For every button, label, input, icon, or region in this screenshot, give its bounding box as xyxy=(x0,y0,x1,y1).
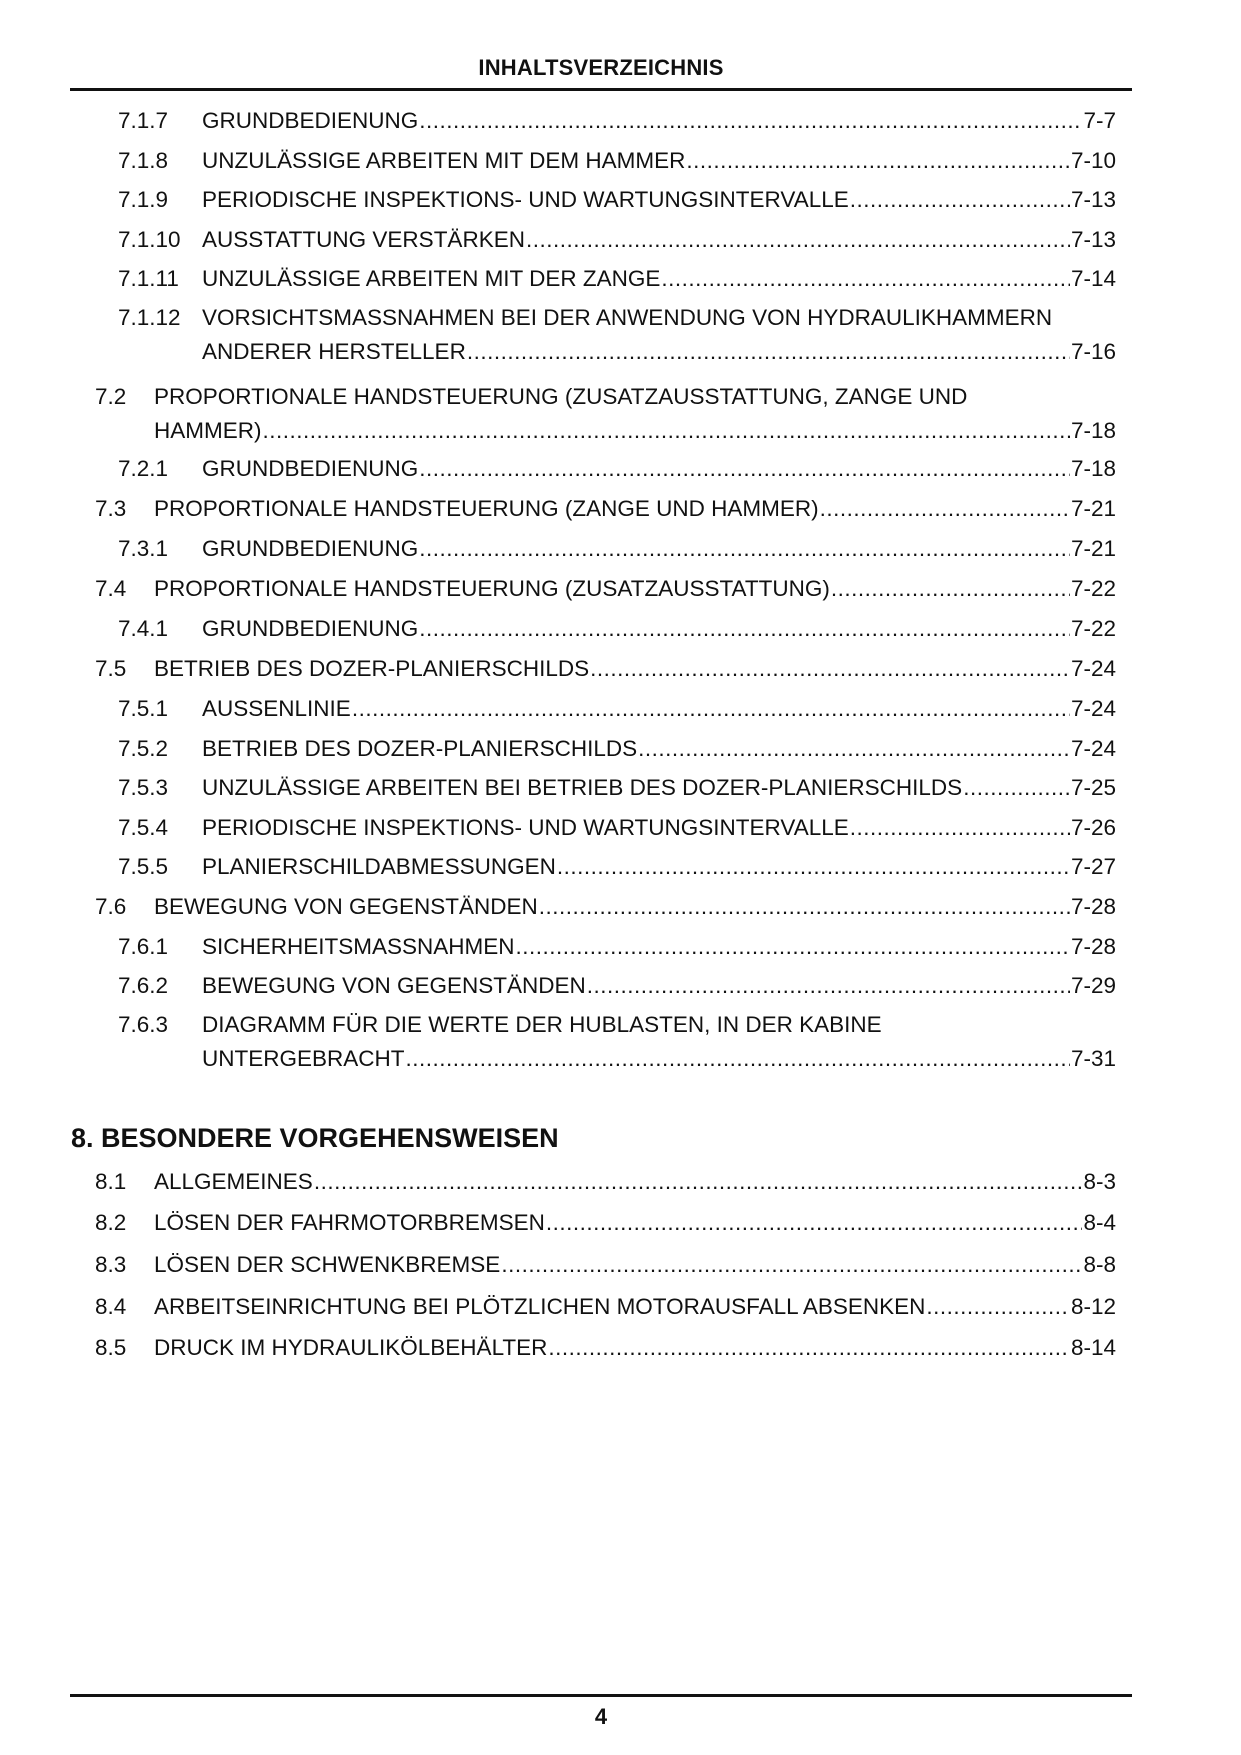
toc-entry-title-line: UNZULÄSSIGE ARBEITEN MIT DER ZANGE xyxy=(202,266,661,291)
page-number: 4 xyxy=(594,1704,608,1729)
dot-leader xyxy=(546,1206,1083,1240)
toc-entry-title-line: BEWEGUNG VON GEGENSTÄNDEN xyxy=(154,894,538,919)
toc-entry-title-line: LÖSEN DER FAHRMOTORBREMSEN xyxy=(154,1210,545,1235)
dot-leader xyxy=(587,969,1070,1003)
toc-entry-number: 7.6.2 xyxy=(118,973,169,998)
dot-leader xyxy=(419,612,1070,646)
toc-entry-number: 7.1.8 xyxy=(118,148,169,173)
toc-entry-title-line: PROPORTIONALE HANDSTEUERUNG (ZUSATZAUSSTATTUNG) xyxy=(154,576,830,601)
toc-entry-title xyxy=(202,532,1116,566)
dot-leader xyxy=(661,262,1070,296)
toc-entry-number: 8.1 xyxy=(95,1169,127,1194)
dot-leader xyxy=(419,104,1082,138)
toc-entry-title-line: GRUNDBEDIENUNG xyxy=(202,108,419,133)
toc-entry-number: 7.1.12 xyxy=(118,305,181,330)
dot-leader xyxy=(686,144,1070,178)
dot-leader xyxy=(314,1165,1083,1199)
toc-entry-page: 7-14 xyxy=(1070,266,1116,291)
toc-entry-number: 8.4 xyxy=(95,1294,127,1319)
toc-entry-title xyxy=(202,692,1116,726)
toc-entry-title-line: LÖSEN DER SCHWENKBREMSE xyxy=(154,1252,501,1277)
toc-entry-title-line: BETRIEB DES DOZER-PLANIERSCHILDS xyxy=(154,656,590,681)
toc-entry-title-line: DRUCK IM HYDRAULIKÖLBEHÄLTER xyxy=(154,1335,548,1360)
toc-entry-title-line: BETRIEB DES DOZER-PLANIERSCHILDS xyxy=(202,736,638,761)
toc-entry-page: 7-10 xyxy=(1070,148,1116,173)
toc-entry-title xyxy=(202,850,1116,884)
toc-entry-title xyxy=(154,652,1116,686)
toc-entry-page: 7-13 xyxy=(1070,227,1116,252)
dot-leader xyxy=(831,572,1070,606)
toc-entry-page: 8-14 xyxy=(1070,1335,1116,1360)
toc-entry-page: 7-24 xyxy=(1070,736,1116,761)
toc-entry-title-line: BEWEGUNG VON GEGENSTÄNDEN xyxy=(202,973,586,998)
dot-leader xyxy=(263,414,1070,448)
toc-entry-page: 7-29 xyxy=(1070,973,1116,998)
toc-entry-title-line: AUSSTATTUNG VERSTÄRKEN xyxy=(202,227,525,252)
toc-entry-page: 7-18 xyxy=(1070,456,1116,481)
toc-entry-page: 7-24 xyxy=(1070,656,1116,681)
toc-entry-number: 7.5.5 xyxy=(118,854,169,879)
toc-entry-number: 7.2.1 xyxy=(118,456,169,481)
toc-entry-number: 7.5.3 xyxy=(118,775,169,800)
dot-leader xyxy=(850,183,1070,217)
toc-entry-page: 7-18 xyxy=(1070,418,1116,443)
toc-entry-page: 7-24 xyxy=(1070,696,1116,721)
toc-entry-title xyxy=(202,301,1116,369)
toc-entry-title xyxy=(202,262,1116,296)
toc-entry-number: 7.1.10 xyxy=(118,227,181,252)
toc-entry-page: 7-22 xyxy=(1070,616,1116,641)
toc-entry-title-line: AUSSENLINIE xyxy=(202,696,351,721)
toc-entry-title xyxy=(202,930,1116,964)
toc-entry-number: 7.5.1 xyxy=(118,696,169,721)
toc-entry-title xyxy=(154,1290,1116,1324)
dot-leader xyxy=(501,1248,1082,1282)
dot-leader xyxy=(926,1290,1070,1324)
toc-entry-page: 7-13 xyxy=(1070,187,1116,212)
toc-entry-title-line: ARBEITSEINRICHTUNG BEI PLÖTZLICHEN MOTORAUSFALL ABSENKEN xyxy=(154,1294,926,1319)
toc-entry-number: 8.2 xyxy=(95,1210,127,1235)
toc-entry-number: 7.5.2 xyxy=(118,736,169,761)
toc-entry-number: 7.6.3 xyxy=(118,1012,169,1037)
toc-entry-title-line: UNZULÄSSIGE ARBEITEN MIT DEM HAMMER xyxy=(202,148,686,173)
header-title: INHALTSVERZEICHNIS xyxy=(478,55,724,80)
toc-entry-number: 7.2 xyxy=(95,384,127,409)
toc-entry-title-line: GRUNDBEDIENUNG xyxy=(202,456,419,481)
toc-entry-title-line: SICHERHEITSMASSNAHMEN xyxy=(202,934,515,959)
toc-entry-number: 7.5.4 xyxy=(118,815,169,840)
toc-entry-page: 7-16 xyxy=(1070,339,1116,364)
toc-entry-title-line: UNZULÄSSIGE ARBEITEN BEI BETRIEB DES DOZER-PLANIERSCHILDS xyxy=(202,775,963,800)
footer-rule xyxy=(70,1694,1132,1697)
toc-entry-number: 7.3.1 xyxy=(118,536,169,561)
toc-entry-page: 7-28 xyxy=(1070,894,1116,919)
toc-entry-number: 7.4.1 xyxy=(118,616,169,641)
toc-entry-page: 7-27 xyxy=(1070,854,1116,879)
toc-entry-number: 8.5 xyxy=(95,1335,127,1360)
toc-entry-page: 7-22 xyxy=(1070,576,1116,601)
toc-entry-title-line: DIAGRAMM FÜR DIE WERTE DER HUBLASTEN, IN DER KABINE xyxy=(202,1012,882,1037)
dot-leader xyxy=(590,652,1070,686)
dot-leader xyxy=(419,452,1070,486)
toc-entry-title-line: GRUNDBEDIENUNG xyxy=(202,536,419,561)
toc-entry-page: 7-7 xyxy=(1083,108,1116,133)
toc-entry-title-line: GRUNDBEDIENUNG xyxy=(202,616,419,641)
toc-entry-title xyxy=(154,890,1116,924)
toc-entry-title xyxy=(202,1008,1116,1076)
header-rule xyxy=(70,88,1132,91)
toc-entry-title-line: ANDERER HERSTELLER xyxy=(202,339,466,364)
toc-entry-title xyxy=(202,452,1116,486)
toc-entry-title xyxy=(154,380,1116,448)
toc-entry-number: 7.3 xyxy=(95,496,127,521)
toc-entry-page: 7-28 xyxy=(1070,934,1116,959)
toc-entry-title xyxy=(202,771,1116,805)
toc-entry-number: 7.1.9 xyxy=(118,187,169,212)
toc-entry-title xyxy=(154,1165,1116,1199)
toc-entry-page: 8-4 xyxy=(1083,1210,1116,1235)
toc-entry-title xyxy=(202,183,1116,217)
toc-entry-title xyxy=(154,572,1116,606)
dot-leader xyxy=(638,732,1070,766)
toc-entry-title-line: UNTERGEBRACHT xyxy=(202,1046,405,1071)
toc-entry-title xyxy=(154,1331,1116,1365)
toc-entry-page: 8-3 xyxy=(1083,1169,1116,1194)
toc-entry-title-line: PLANIERSCHILDABMESSUNGEN xyxy=(202,854,556,879)
toc-entry-number: 7.4 xyxy=(95,576,127,601)
dot-leader xyxy=(526,223,1070,257)
dot-leader xyxy=(419,532,1070,566)
toc-entry-number: 7.6.1 xyxy=(118,934,169,959)
toc-entry-title xyxy=(202,104,1116,138)
toc-entry-page: 8-8 xyxy=(1083,1252,1116,1277)
dot-leader xyxy=(820,492,1070,526)
toc-entry-number: 8.3 xyxy=(95,1252,127,1277)
dot-leader xyxy=(406,1042,1070,1076)
toc-entry-title-line: PERIODISCHE INSPEKTIONS- UND WARTUNGSINTERVALLE xyxy=(202,187,849,212)
toc-entry-number: 7.1.7 xyxy=(118,108,169,133)
dot-leader xyxy=(850,811,1070,845)
toc-entry-page: 7-26 xyxy=(1070,815,1116,840)
toc-entry-title xyxy=(154,492,1116,526)
dot-leader xyxy=(467,335,1070,369)
toc-entry-title-line: ALLGEMEINES xyxy=(154,1169,313,1194)
toc-entry-title xyxy=(202,969,1116,1003)
toc-entry-title xyxy=(154,1248,1116,1282)
chapter-heading: 8. BESONDERE VORGEHENSWEISEN xyxy=(71,1123,559,1153)
toc-entry-title xyxy=(202,732,1116,766)
toc-entry-page: 7-21 xyxy=(1070,536,1116,561)
toc-entry-title-line: PERIODISCHE INSPEKTIONS- UND WARTUNGSINTERVALLE xyxy=(202,815,849,840)
toc-entry-title-line: PROPORTIONALE HANDSTEUERUNG (ZUSATZAUSSTATTUNG, ZANGE UND xyxy=(154,384,968,409)
dot-leader xyxy=(352,692,1070,726)
toc-entry-title xyxy=(154,1206,1116,1240)
toc-entry-title xyxy=(202,612,1116,646)
dot-leader xyxy=(516,930,1070,964)
toc-entry-title-line: HAMMER) xyxy=(154,418,262,443)
toc-entry-title xyxy=(202,144,1116,178)
dot-leader xyxy=(557,850,1070,884)
toc-entry-title-line: VORSICHTSMASSNAHMEN BEI DER ANWENDUNG VON HYDRAULIKHAMMERN xyxy=(202,305,1053,330)
dot-leader xyxy=(548,1331,1070,1365)
toc-entry-title xyxy=(202,811,1116,845)
dot-leader xyxy=(539,890,1070,924)
toc-entry-page: 7-25 xyxy=(1070,775,1116,800)
toc-entry-number: 7.1.11 xyxy=(118,266,179,291)
toc-entry-number: 7.5 xyxy=(95,656,127,681)
toc-entry-page: 7-31 xyxy=(1070,1046,1116,1071)
dot-leader xyxy=(963,771,1070,805)
toc-entry-title xyxy=(202,223,1116,257)
toc-entry-page: 8-12 xyxy=(1070,1294,1116,1319)
toc-entry-number: 7.6 xyxy=(95,894,127,919)
toc-entry-page: 7-21 xyxy=(1070,496,1116,521)
toc-entry-title-line: PROPORTIONALE HANDSTEUERUNG (ZANGE UND HAMMER) xyxy=(154,496,819,521)
